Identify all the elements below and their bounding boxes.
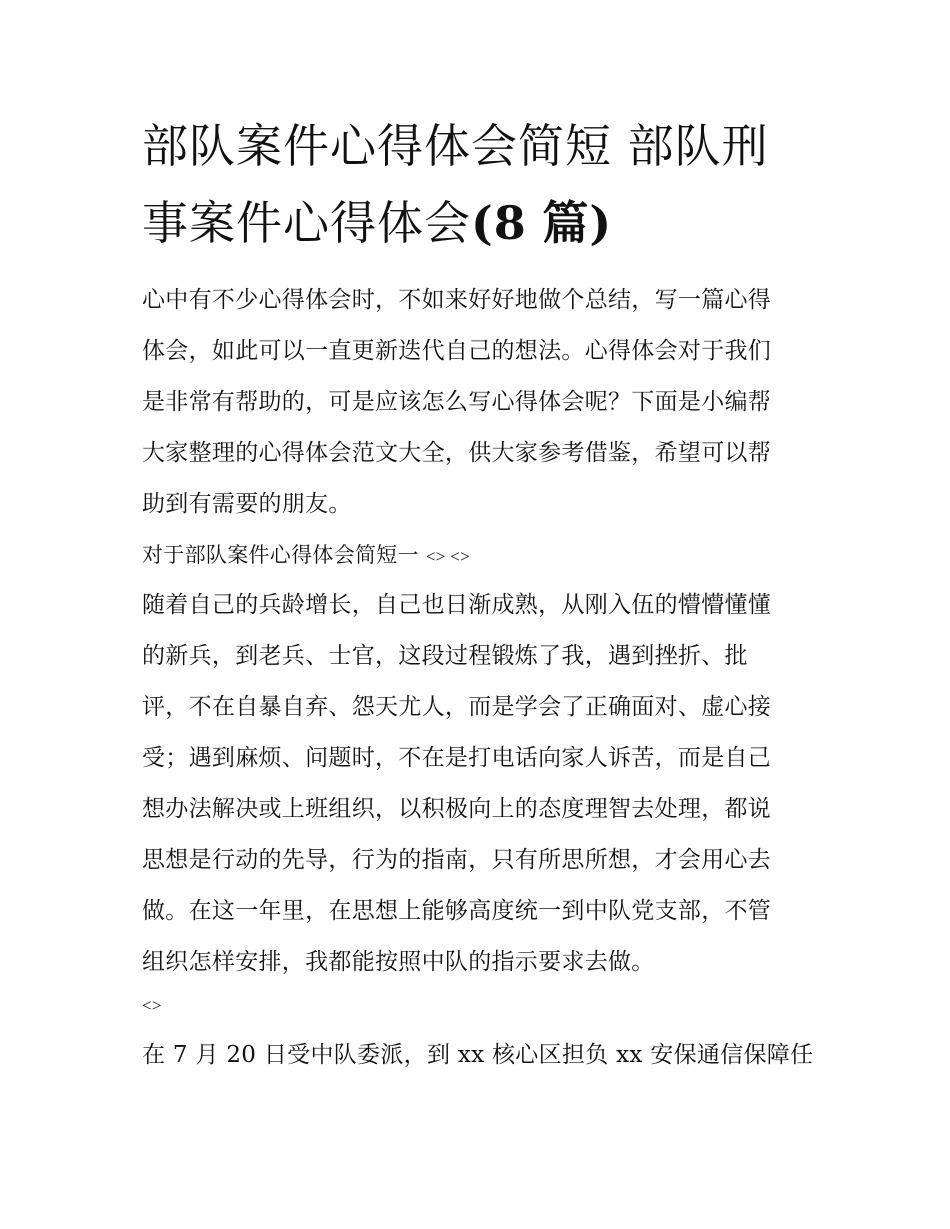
intro-paragraph — [142, 275, 822, 530]
separator-mark: <> — [142, 996, 162, 1015]
paragraph-line: 在 7 月 20 日受中队委派，到 xx 核心区担负 xx 安保通信保障任 — [142, 1042, 814, 1068]
section-heading-text: 对于部队案件心得体会简短一 — [142, 543, 419, 567]
title-line-2 — [142, 185, 822, 262]
section-heading-marks: <> <> — [425, 547, 470, 566]
title-line-1: 部队案件心得体会简短 部队刑 — [142, 119, 769, 173]
paragraph-line: 做。在这一年里，在思想上能够高度统一到中队党支部，不管 — [142, 898, 772, 924]
document-title — [142, 108, 822, 262]
intro-line: 助到有需要的朋友。 — [142, 491, 352, 517]
title-line-2-text: 事案件心得体会 — [142, 196, 471, 250]
title-count-unit: 篇) — [542, 196, 613, 250]
paragraph-line: 想办法解决或上班组织，以积极向上的态度理智去处理，都说 — [142, 796, 772, 822]
paragraph-1 — [142, 580, 822, 988]
intro-line: 是非常有帮助的，可是应该怎么写心得体会呢？下面是小编帮 — [142, 389, 772, 415]
intro-line: 体会，如此可以一直更新迭代自己的想法。心得体会对于我们 — [142, 338, 772, 364]
paragraph-line: 评，不在自暴自弃、怨天尤人，而是学会了正确面对、虚心接 — [142, 694, 772, 720]
intro-line: 大家整理的心得体会范文大全，供大家参考借鉴，希望可以帮 — [142, 440, 772, 466]
section-heading — [142, 530, 822, 581]
intro-line: 心中有不少心得体会时，不如来好好地做个总结，写一篇心得 — [142, 287, 772, 313]
paragraph-line: 的新兵，到老兵、士官，这段过程锻炼了我，遇到挫折、批 — [142, 643, 748, 669]
paragraph-line: 受；遇到麻烦、问题时，不在是打电话向家人诉苦，而是自己 — [142, 745, 772, 771]
paragraph-line: 思想是行动的先导，行为的指南，只有所思所想，才会用心去 — [142, 847, 772, 873]
paragraph-2 — [142, 1030, 822, 1081]
title-count: (8 — [471, 196, 527, 250]
paragraph-line: 随着自己的兵龄增长，自己也日渐成熟，从刚入伍的懵懵懂懂 — [142, 592, 772, 618]
paragraph-line: 组织怎样安排，我都能按照中队的指示要求去做。 — [142, 949, 655, 975]
separator — [142, 980, 822, 1031]
section-heading-line — [142, 530, 822, 581]
